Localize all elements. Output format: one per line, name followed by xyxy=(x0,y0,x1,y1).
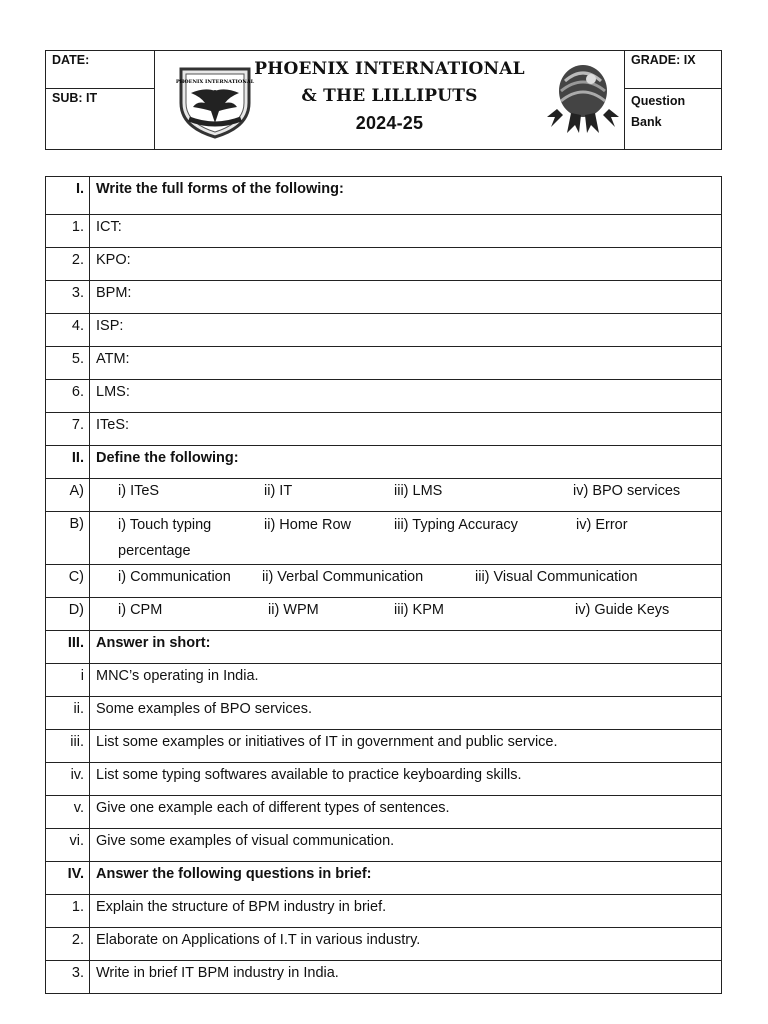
define-option: i) Touch typing percentage xyxy=(118,517,212,559)
section-heading-row xyxy=(46,631,722,664)
section-heading-row xyxy=(46,862,722,895)
define-row xyxy=(46,565,722,598)
question-number: 5. xyxy=(46,347,90,380)
question-row xyxy=(46,763,722,796)
define-option: iv) Error xyxy=(576,517,628,533)
question-row xyxy=(46,314,722,347)
academic-year: 2024-25 xyxy=(355,113,424,133)
define-option: ii) Home Row xyxy=(264,517,352,533)
question-text: List some typing softwares available to practice keyboarding skills. xyxy=(90,763,722,796)
section-title: Write the full forms of the following: xyxy=(90,177,722,215)
question-text: KPO: xyxy=(90,248,722,281)
question-number: 1. xyxy=(46,895,90,928)
define-options xyxy=(90,512,722,565)
define-row xyxy=(46,479,722,512)
header-table xyxy=(45,50,722,150)
subject-label: SUB: IT xyxy=(52,91,98,105)
question-table xyxy=(45,176,722,994)
section-number: III. xyxy=(46,631,90,664)
define-options xyxy=(90,565,722,598)
question-text: Give one example each of different types of sentences. xyxy=(90,796,722,829)
define-option: ii) WPM xyxy=(268,602,319,618)
define-option: i) Communication xyxy=(118,569,231,585)
question-row xyxy=(46,413,722,446)
define-option: iii) LMS xyxy=(394,483,443,499)
define-row xyxy=(46,512,722,565)
question-number: 2. xyxy=(46,928,90,961)
define-options xyxy=(90,479,722,512)
question-row xyxy=(46,895,722,928)
question-row xyxy=(46,664,722,697)
define-option: iii) Typing Accuracy xyxy=(394,517,518,533)
question-number: 3. xyxy=(46,961,90,994)
question-text: MNC’s operating in India. xyxy=(90,664,722,697)
define-option: iii) KPM xyxy=(394,602,444,618)
question-row xyxy=(46,961,722,994)
section-heading-row xyxy=(46,177,722,215)
question-text: ATM: xyxy=(90,347,722,380)
question-row xyxy=(46,730,722,763)
define-option: iii) Visual Communication xyxy=(475,569,638,585)
question-number: 6. xyxy=(46,380,90,413)
question-text: BPM: xyxy=(90,281,722,314)
section-title: Answer in short: xyxy=(90,631,722,664)
question-text: ICT: xyxy=(90,215,722,248)
question-number: B) xyxy=(46,512,90,565)
define-option: iv) BPO services xyxy=(573,483,681,499)
define-option: i) CPM xyxy=(118,602,163,618)
section-number: II. xyxy=(46,446,90,479)
question-number: 1. xyxy=(46,215,90,248)
doc-type-label xyxy=(625,89,721,135)
question-row xyxy=(46,829,722,862)
doc-type-cell xyxy=(625,89,722,150)
question-row xyxy=(46,796,722,829)
section-number: IV. xyxy=(46,862,90,895)
question-row xyxy=(46,697,722,730)
question-number: 3. xyxy=(46,281,90,314)
question-number: 4. xyxy=(46,314,90,347)
section-title: Answer the following questions in brief: xyxy=(90,862,722,895)
question-row xyxy=(46,928,722,961)
define-row xyxy=(46,598,722,631)
question-number: A) xyxy=(46,479,90,512)
question-number: C) xyxy=(46,565,90,598)
define-option: i) ITeS xyxy=(118,483,160,499)
question-number: vi. xyxy=(46,829,90,862)
question-number: iv. xyxy=(46,763,90,796)
question-text: Explain the structure of BPM industry in brief. xyxy=(90,895,722,928)
question-number: 2. xyxy=(46,248,90,281)
school-title-cell xyxy=(155,51,625,150)
question-text: Write in brief IT BPM industry in India. xyxy=(90,961,722,994)
question-row xyxy=(46,380,722,413)
question-text: List some examples or initiatives of IT in government and public service. xyxy=(90,730,722,763)
section-heading-row xyxy=(46,446,722,479)
doc-type-line2: Bank xyxy=(631,115,662,129)
question-text: ISP: xyxy=(90,314,722,347)
define-options xyxy=(90,598,722,631)
question-row xyxy=(46,215,722,248)
section-number: I. xyxy=(46,177,90,215)
question-text: LMS: xyxy=(90,380,722,413)
question-text: Elaborate on Applications of I.T in various industry. xyxy=(90,928,722,961)
crest-text: PHOENIX INTERNATIONAL xyxy=(175,79,255,85)
question-text: Give some examples of visual communication. xyxy=(90,829,722,862)
question-number: i xyxy=(46,664,90,697)
section-title: Define the following: xyxy=(90,446,722,479)
question-number: iii. xyxy=(46,730,90,763)
question-number: ii. xyxy=(46,697,90,730)
grade-cell xyxy=(625,51,722,89)
date-cell xyxy=(46,51,155,89)
define-option: iv) Guide Keys xyxy=(575,602,670,618)
question-number: D) xyxy=(46,598,90,631)
question-number: 7. xyxy=(46,413,90,446)
lilliputs-mascot-icon xyxy=(543,59,623,140)
question-text: ITeS: xyxy=(90,413,722,446)
date-label: DATE: xyxy=(52,53,90,67)
school-name-line1: PHOENIX INTERNATIONAL xyxy=(254,59,525,79)
subject-cell xyxy=(46,89,155,150)
define-option: ii) Verbal Communication xyxy=(262,569,424,585)
question-text: Some examples of BPO services. xyxy=(90,697,722,730)
define-option: ii) IT xyxy=(264,483,293,499)
question-row xyxy=(46,281,722,314)
school-name-line2: & THE LILLIPUTS xyxy=(301,86,478,106)
question-row xyxy=(46,347,722,380)
grade-label: GRADE: IX xyxy=(631,53,696,67)
question-number: v. xyxy=(46,796,90,829)
doc-type-line1: Question xyxy=(631,94,686,108)
question-row xyxy=(46,248,722,281)
